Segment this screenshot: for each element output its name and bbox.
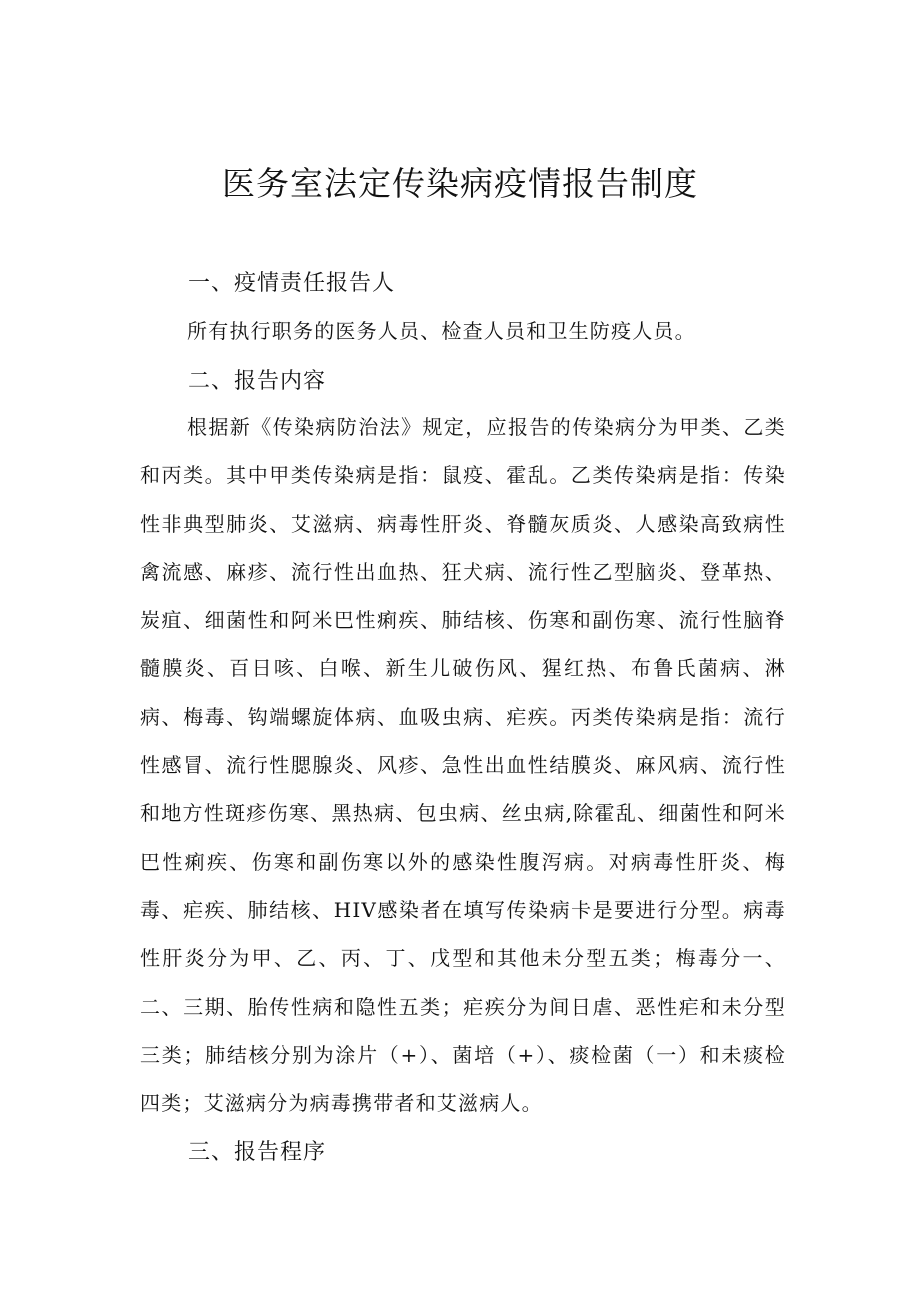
section-heading-procedure: 三、报告程序 — [188, 1140, 327, 1165]
section-paragraph-content: 根据新《传染病防治法》规定，应报告的传染病分为甲类、乙类和丙类。其中甲类传染病是指：鼠疫、霍乱。乙类传染病是指：传染性非典型肺炎、艾滋病、病毒性肝炎、脊髓灰质炎、人感染高致病性禽流感、麻疹、流行性出血热、狂犬病、流行性乙型脑炎、登革热、炭疽、细菌性和阿米巴性痢疾、肺结核、伤寒和副伤寒、流行性脑脊髓膜炎、百日咳、白喉、新生儿破伤风、猩红热、布鲁氏菌病、淋病、梅毒、钩端螺旋体病、血吸虫病、疟疾。丙类传染病是指：流行性感冒、流行性腮腺炎、风疹、急性出血性结膜炎、麻风病、流行性和地方性斑疹伤寒、黑热病、包虫病、丝虫病,除霍乱、细菌性和阿米巴性痢疾、伤寒和副伤寒以外的感染性腹泻病。对病毒性肝炎、梅毒、疟疾、肺结核、HIV感染者在填写传染病卡是要进行分型。病毒性肝炎分为甲、乙、丙、丁、戊型和其他未分型五类；梅毒分一、二、三期、胎传性病和隐性五类；疟疾分为间日虐、恶性疟和未分型三类；肺结核分别为涂片（+）、菌培（+）、痰检菌（一）和未痰检四类；艾滋病分为病毒携带者和艾滋病人。 — [140, 415, 786, 1116]
section-heading-content: 二、报告内容 — [188, 369, 327, 394]
section-heading-reporter: 一、疫情责任报告人 — [188, 271, 396, 296]
document-title: 医务室法定传染病疫情报告制度 — [222, 164, 698, 203]
section-paragraph-reporter: 所有执行职务的医务人员、检查人员和卫生防疫人员。 — [187, 319, 696, 343]
